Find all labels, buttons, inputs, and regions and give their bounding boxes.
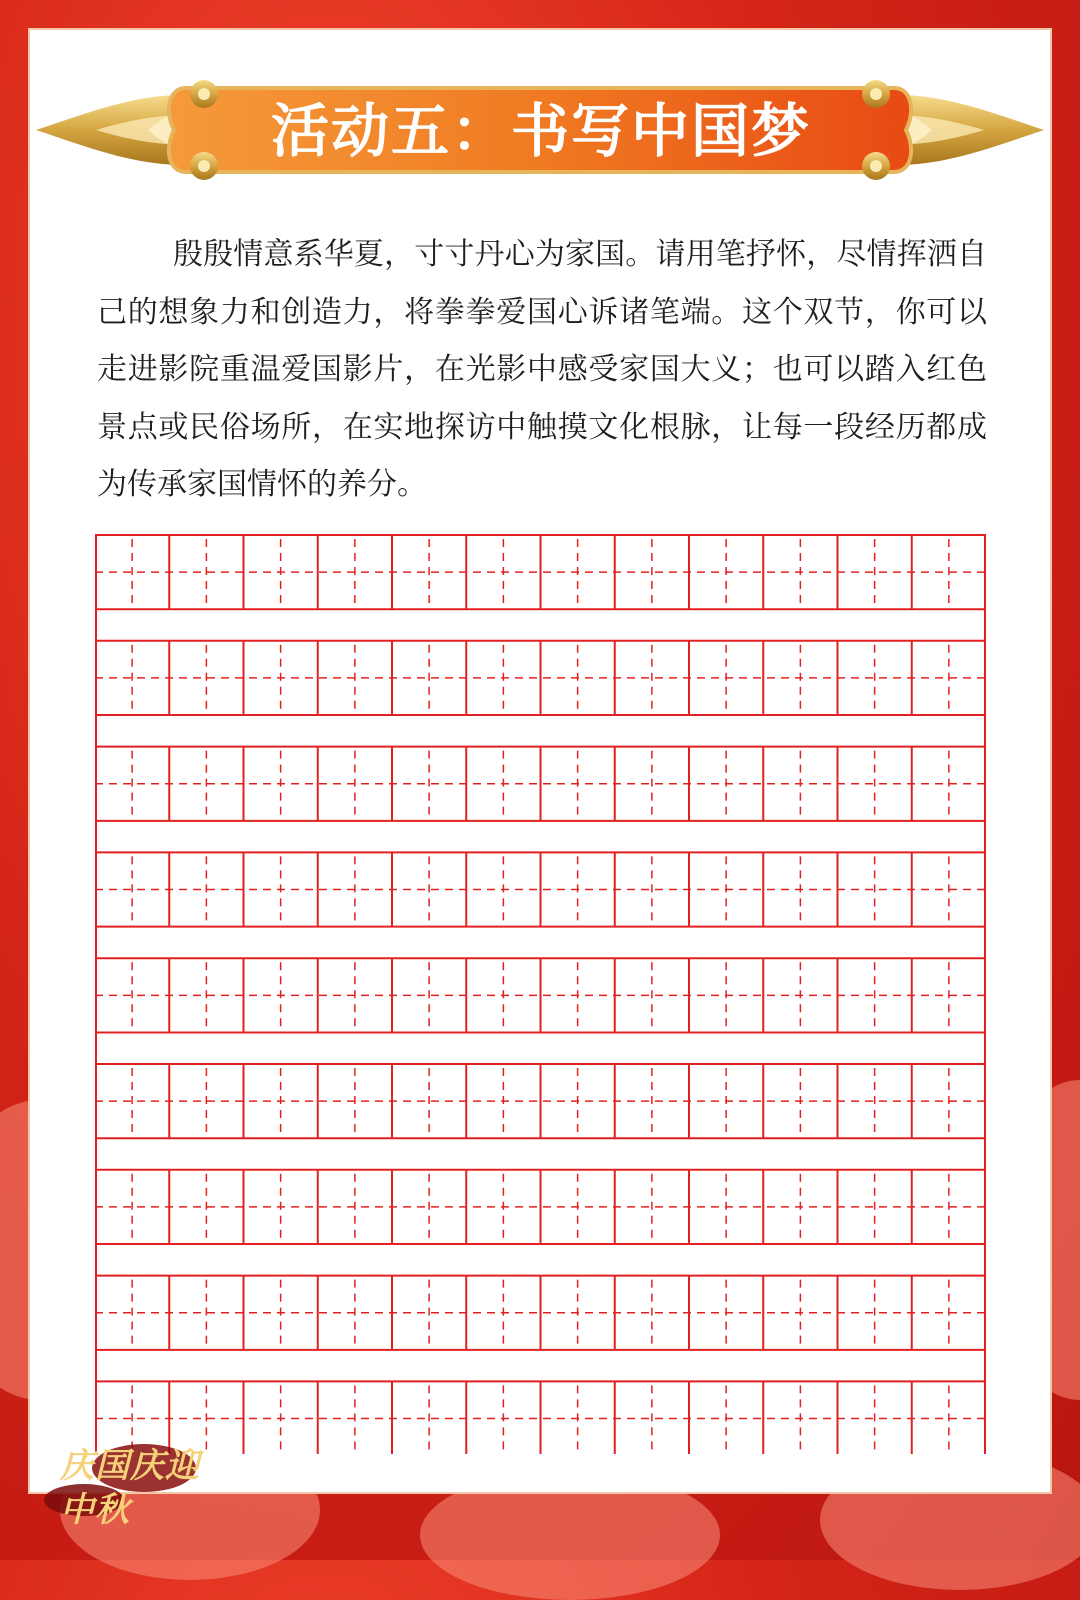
grid-row[interactable]: [95, 1276, 986, 1350]
grid-row[interactable]: [95, 641, 986, 715]
grid-row[interactable]: [95, 958, 986, 1032]
grid-row[interactable]: [95, 1170, 986, 1244]
grid-row[interactable]: [95, 852, 986, 926]
grid-row[interactable]: [95, 747, 986, 821]
grid-row[interactable]: [95, 535, 986, 609]
intro-paragraph: 殷殷情意系华夏，寸寸丹心为家国。请用笔抒怀，尽情挥洒自己的想象力和创造力，将拳拳爱国心诉诸笔端。这个双节，你可以走进影院重温爱国影片，在光影中感受家国大义；也可以踏入红色景点或民俗场所，在实地探访中触摸文化根脉，让每一段经历都成为传承家国情怀的养分。: [97, 237, 987, 502]
grid-row[interactable]: [95, 1381, 986, 1454]
badge-text: 庆国庆迎中秋: [60, 1446, 200, 1530]
grid-row[interactable]: [95, 1064, 986, 1138]
title-banner: [36, 70, 1044, 190]
holiday-badge: [44, 1430, 214, 1540]
writing-grid[interactable]: [95, 534, 986, 1454]
page-title: 活动五：书写中国梦: [270, 97, 811, 165]
